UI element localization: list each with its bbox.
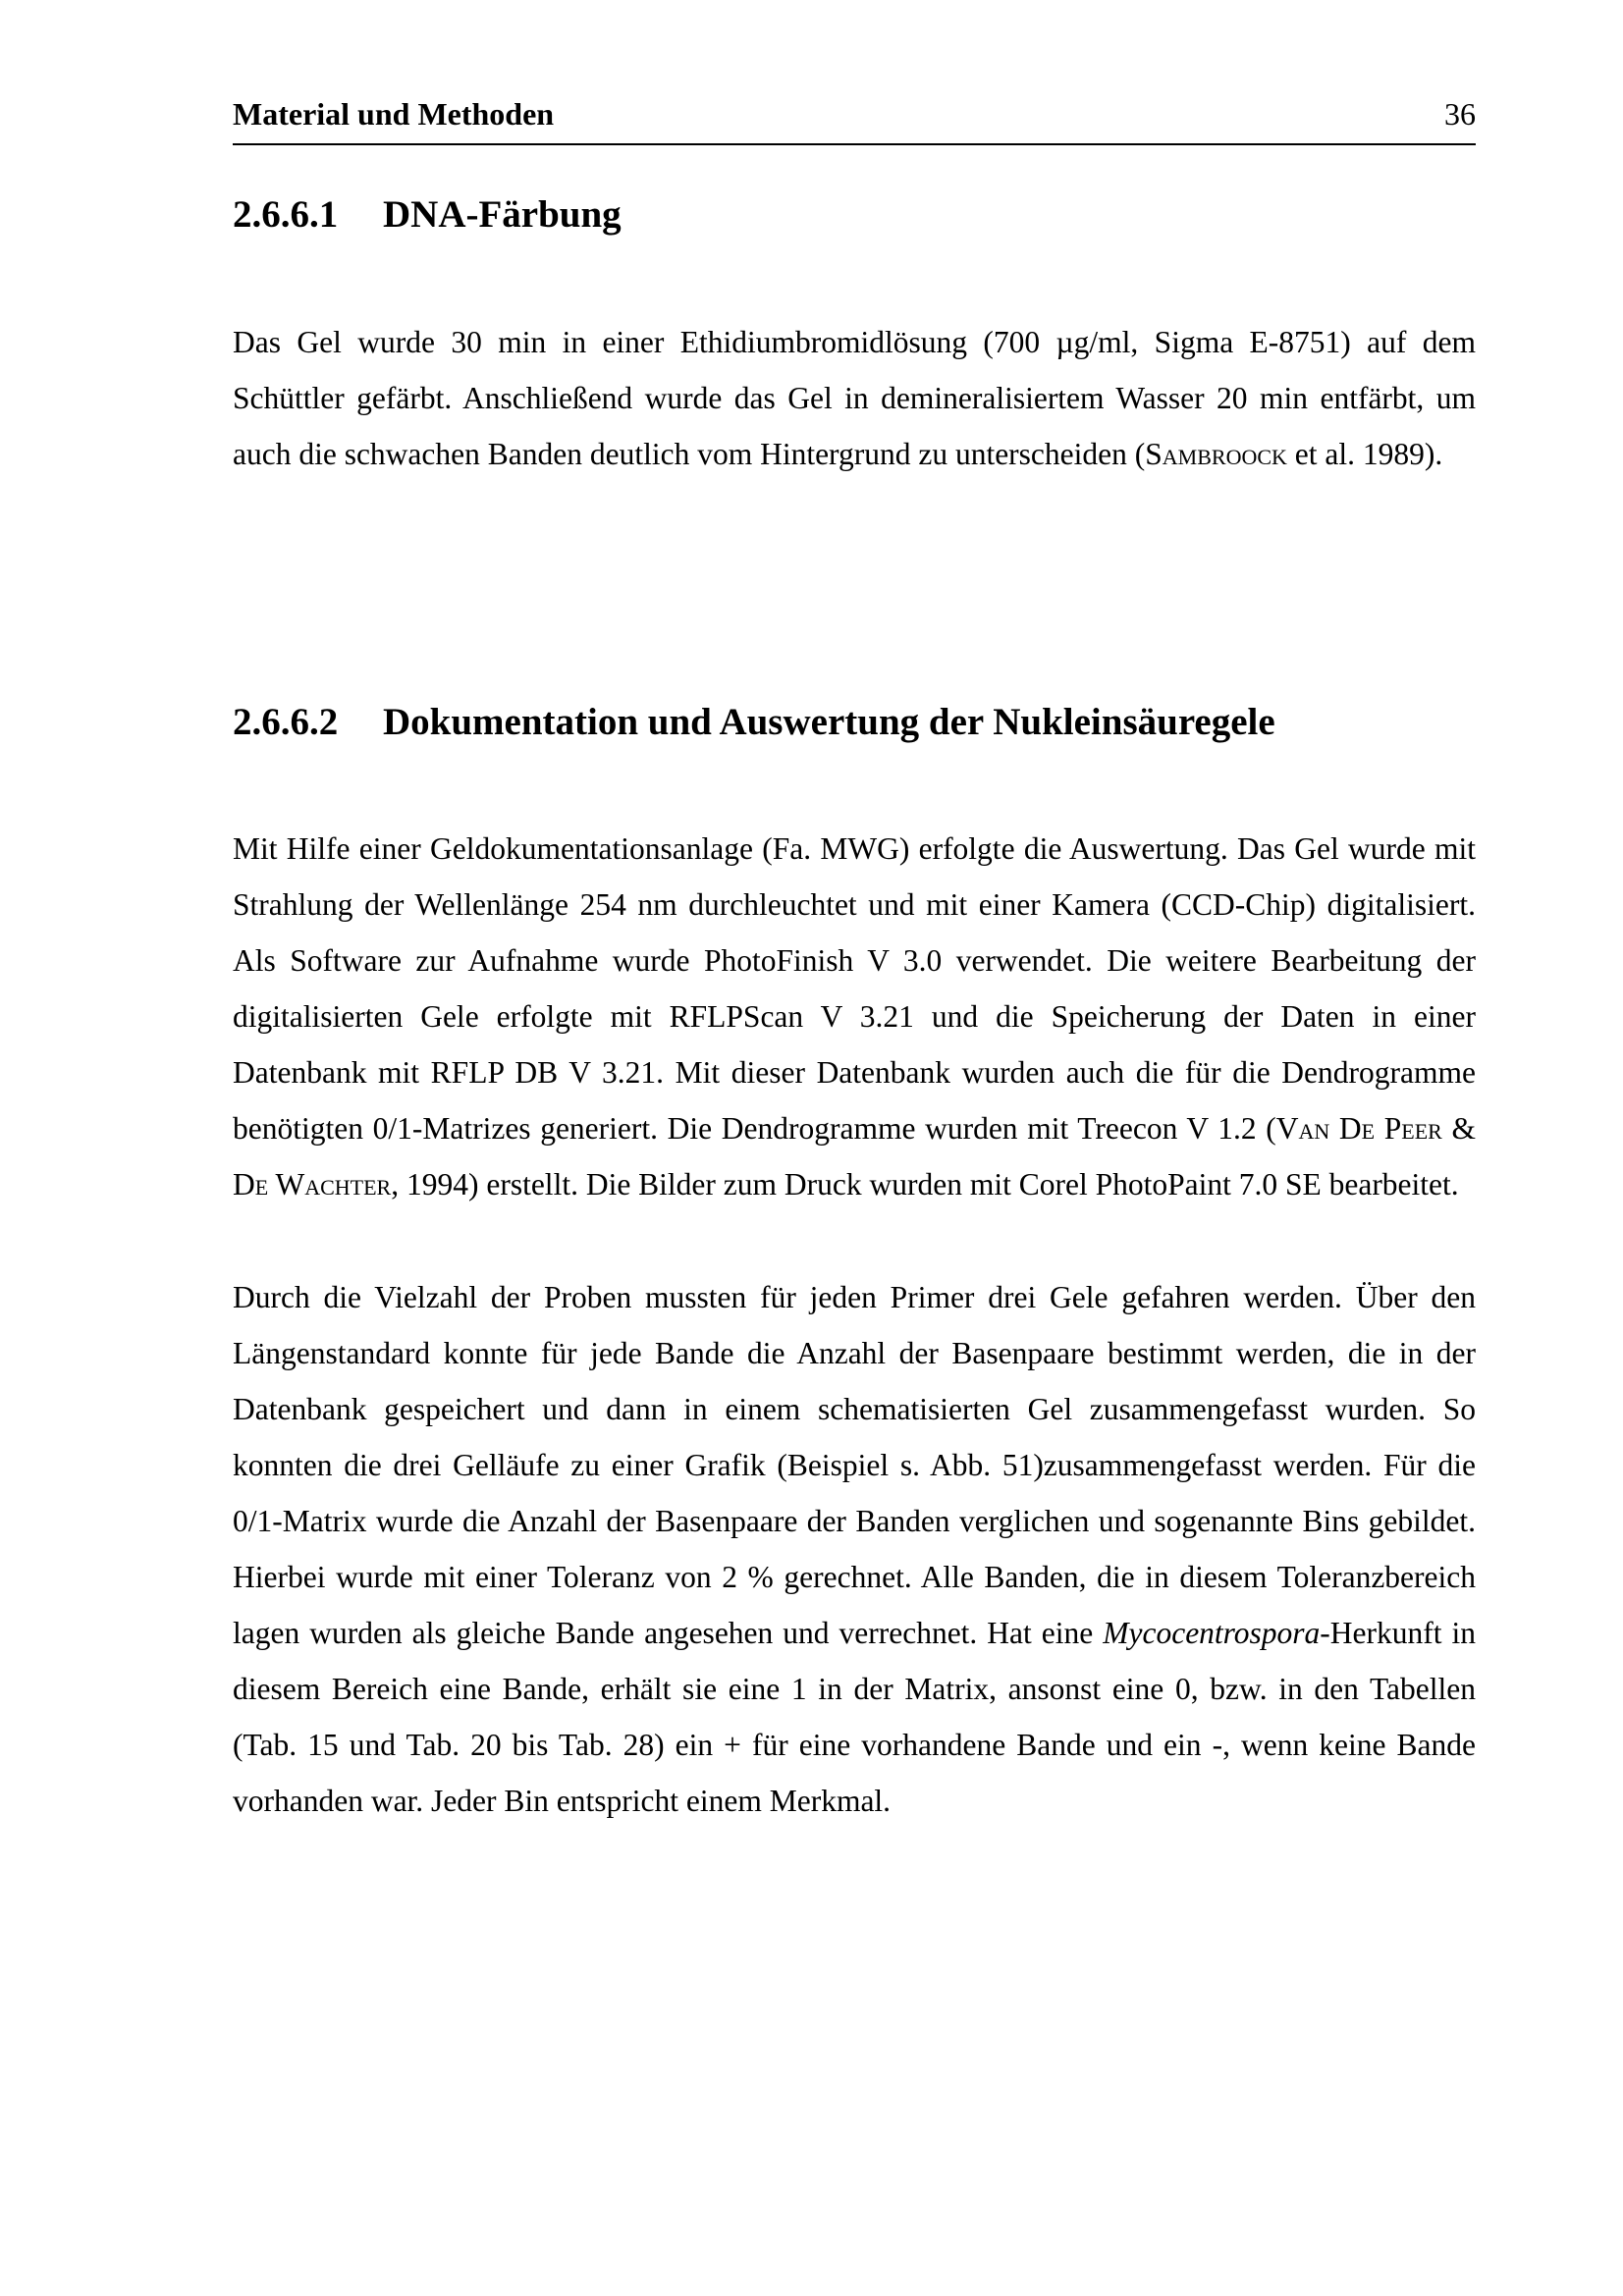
- running-title: Material und Methoden: [233, 96, 555, 132]
- paragraph-documentation: [233, 821, 1476, 1212]
- paragraph-text: Durch die Vielzahl der Proben mussten für jeden Primer drei Gele gefahren werden. Über den Längenstandard konnte für jede Bande die Anzahl der Basenpaare bestimmt werden, die in der Datenbank gespeichert und dann in einem schematisierten Gel zusammengefasst wurden. So konnten die drei Gelläufe zu einer Grafik (Beispiel s. Abb. 51)zusammengefasst werden. Für die 0/1-Matrix wurde die Anzahl der Basenpaare der Banden verglichen und sogenannte Bins gebildet. Hierbei wurde mit einer Toleranz von 2 % gerechnet. Alle Banden, die in diesem Toleranzbereich lagen wurden als gleiche Bande angesehen und verrechnet. Hat eine: [233, 1280, 1476, 1650]
- section-number: 2.6.6.2: [233, 701, 339, 743]
- paragraph-text: Mit Hilfe einer Geldokumentationsanlage (Fa. MWG) erfolgte die Auswertung. Das Gel wurde mit Strahlung der Wellenlänge 254 nm durchleuchtet und mit einer Kamera (CCD-Chip) digitalisiert. Als Software zur Aufnahme wurde PhotoFinish V 3.0 verwendet. Die weitere Bearbeitung der digitalisierten Gele erfolgte mit RFLPScan V 3.21 und die Speicherung der Daten in einer Datenbank mit RFLP DB V 3.21. Mit dieser Datenbank wurden auch die für die Dendrogramme benötigten 0/1-Matrizes generiert. Die Dendrogramme wurden mit Treecon V 1.2 (: [233, 831, 1476, 1146]
- paragraph-text: -Herkunft in diesem Bereich eine Bande, erhält sie eine 1 in der Matrix, ansonst eine 0, bzw. in den Tabellen (Tab. 15 und Tab. 20 bis Tab. 28) ein + für eine vorhandene Bande und ein -, wenn keine Bande vorhanden war. Jeder Bin entspricht einem Merkmal.: [233, 1616, 1476, 1818]
- paragraph-text: , 1994) erstellt. Die Bilder zum Druck wurden mit Corel PhotoPaint 7.0 SE bearbeitet.: [391, 1167, 1459, 1201]
- section-title: DNA-Färbung: [383, 193, 622, 236]
- genus-name: Mycocentrospora: [1103, 1616, 1321, 1650]
- page-header: [233, 92, 1476, 145]
- paragraph-text: et al. 1989).: [1286, 437, 1443, 471]
- paragraph-evaluation: [233, 1269, 1476, 1829]
- section-heading-2-6-6-1: [233, 192, 622, 237]
- page-number: 36: [1444, 96, 1476, 132]
- author-citation: Van De Peer & De Wachter: [233, 1111, 1476, 1201]
- paragraph-dna-staining: [233, 314, 1476, 482]
- section-title: Dokumentation und Auswertung der Nukleinsäuregele: [383, 701, 1275, 743]
- paragraph-text: Das Gel wurde 30 min in einer Ethidiumbromidlösung (700 µg/ml, Sigma E-8751) auf dem Schüttler gefärbt. Anschließend wurde das Gel in demineralisiertem Wasser 20 min entfärbt, um auch die schwachen Banden deutlich vom Hintergrund zu unterscheiden (: [233, 325, 1476, 471]
- section-heading-2-6-6-2: [233, 700, 1275, 744]
- author-citation: Sambroock: [1145, 437, 1287, 471]
- section-number: 2.6.6.1: [233, 193, 339, 236]
